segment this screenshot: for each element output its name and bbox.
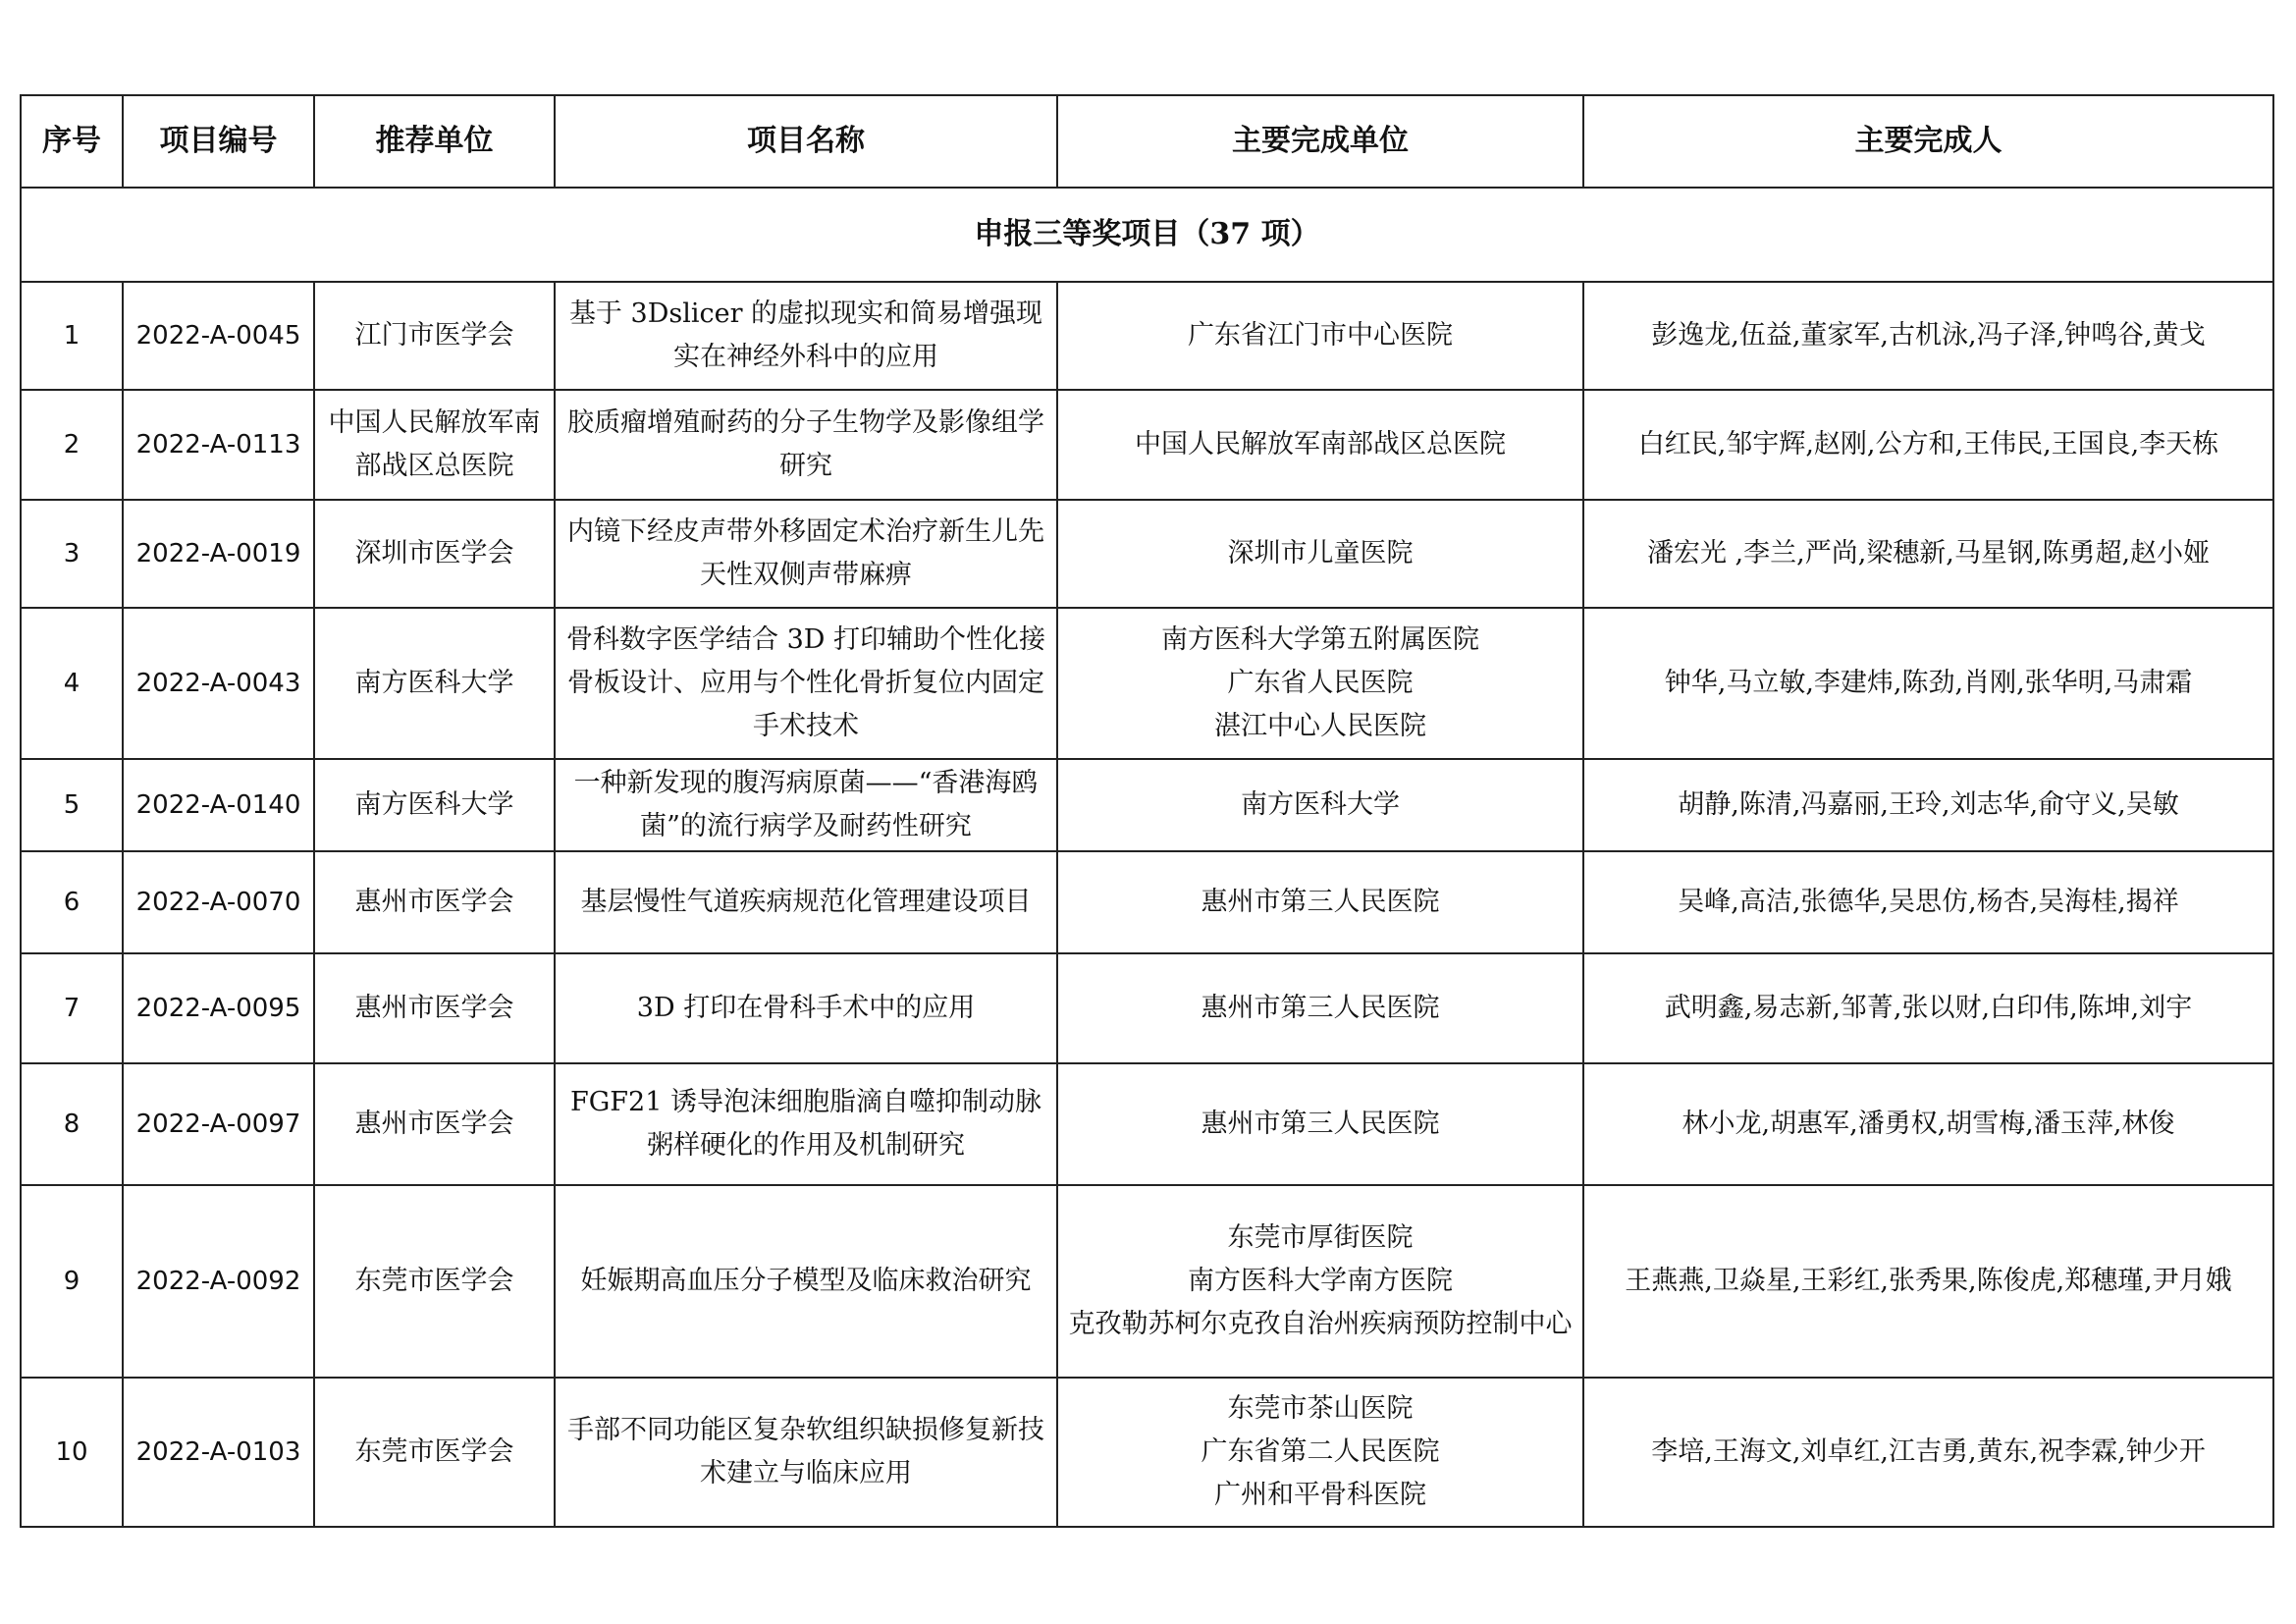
table-row bbox=[21, 953, 2273, 1063]
cell-people: 彭逸龙,伍益,董家军,古机泳,冯子泽,钟鸣谷,黄戈 bbox=[1583, 282, 2273, 390]
cell-people: 白红民,邹宇辉,赵刚,公方和,王伟民,王国良,李天栋 bbox=[1583, 390, 2273, 500]
cell-no: 3 bbox=[21, 500, 123, 608]
cell-recommender: 南方医科大学 bbox=[314, 608, 555, 759]
award-table-page bbox=[20, 94, 2272, 1528]
cell-recommender: 东莞市医学会 bbox=[314, 1378, 555, 1527]
cell-no: 9 bbox=[21, 1185, 123, 1378]
cell-project-name: 胶质瘤增殖耐药的分子生物学及影像组学研究 bbox=[555, 390, 1057, 500]
table-row bbox=[21, 1378, 2273, 1527]
cell-units bbox=[1057, 953, 1583, 1063]
cell-project-name: 3D 打印在骨科手术中的应用 bbox=[555, 953, 1057, 1063]
header-no: 序号 bbox=[21, 95, 123, 188]
table-row bbox=[21, 1185, 2273, 1378]
cell-units bbox=[1057, 759, 1583, 851]
cell-recommender: 惠州市医学会 bbox=[314, 953, 555, 1063]
cell-no: 8 bbox=[21, 1063, 123, 1185]
cell-people: 胡静,陈清,冯嘉丽,王玲,刘志华,俞守义,吴敏 bbox=[1583, 759, 2273, 851]
section-title: 申报三等奖项目（37 项） bbox=[21, 188, 2273, 282]
cell-project-name: 基于 3Dslicer 的虚拟现实和简易增强现实在神经外科中的应用 bbox=[555, 282, 1057, 390]
unit-line: 广州和平骨科医院 bbox=[1214, 1480, 1426, 1510]
cell-project-name: 内镜下经皮声带外移固定术治疗新生儿先天性双侧声带麻痹 bbox=[555, 500, 1057, 608]
cell-units bbox=[1057, 608, 1583, 759]
cell-no: 10 bbox=[21, 1378, 123, 1527]
header-recommender: 推荐单位 bbox=[314, 95, 555, 188]
unit-line: 中国人民解放军南部战区总医院 bbox=[1135, 429, 1506, 460]
cell-project-name: 妊娠期高血压分子模型及临床救治研究 bbox=[555, 1185, 1057, 1378]
cell-no: 1 bbox=[21, 282, 123, 390]
cell-people: 武明鑫,易志新,邹菁,张以财,白印伟,陈坤,刘宇 bbox=[1583, 953, 2273, 1063]
cell-no: 4 bbox=[21, 608, 123, 759]
table-row bbox=[21, 390, 2273, 500]
cell-code: 2022-A-0045 bbox=[123, 282, 314, 390]
table-row bbox=[21, 851, 2273, 953]
cell-project-name: 一种新发现的腹泻病原菌——“香港海鸥菌”的流行病学及耐药性研究 bbox=[555, 759, 1057, 851]
cell-project-name: FGF21 诱导泡沫细胞脂滴自噬抑制动脉粥样硬化的作用及机制研究 bbox=[555, 1063, 1057, 1185]
cell-units bbox=[1057, 282, 1583, 390]
cell-code: 2022-A-0113 bbox=[123, 390, 314, 500]
table-row bbox=[21, 1063, 2273, 1185]
header-units: 主要完成单位 bbox=[1057, 95, 1583, 188]
cell-code: 2022-A-0092 bbox=[123, 1185, 314, 1378]
cell-units bbox=[1057, 1063, 1583, 1185]
cell-project-name: 基层慢性气道疾病规范化管理建设项目 bbox=[555, 851, 1057, 953]
unit-line: 深圳市儿童医院 bbox=[1227, 538, 1414, 568]
cell-people: 钟华,马立敏,李建炜,陈劲,肖刚,张华明,马肃霜 bbox=[1583, 608, 2273, 759]
unit-line: 惠州市第三人民医院 bbox=[1201, 993, 1440, 1023]
cell-people: 潘宏光 ,李兰,严尚,梁穗新,马星钢,陈勇超,赵小娅 bbox=[1583, 500, 2273, 608]
table-row bbox=[21, 759, 2273, 851]
cell-recommender: 惠州市医学会 bbox=[314, 1063, 555, 1185]
cell-no: 7 bbox=[21, 953, 123, 1063]
cell-people: 吴峰,高洁,张德华,吴思仿,杨杏,吴海桂,揭祥 bbox=[1583, 851, 2273, 953]
header-code: 项目编号 bbox=[123, 95, 314, 188]
unit-line: 广东省人民医院 bbox=[1227, 668, 1414, 698]
award-table bbox=[20, 94, 2274, 1528]
cell-code: 2022-A-0043 bbox=[123, 608, 314, 759]
cell-no: 6 bbox=[21, 851, 123, 953]
cell-code: 2022-A-0070 bbox=[123, 851, 314, 953]
unit-line: 南方医科大学 bbox=[1241, 789, 1400, 820]
cell-recommender: 东莞市医学会 bbox=[314, 1185, 555, 1378]
cell-units bbox=[1057, 390, 1583, 500]
cell-units bbox=[1057, 500, 1583, 608]
cell-units bbox=[1057, 851, 1583, 953]
cell-project-name: 手部不同功能区复杂软组织缺损修复新技术建立与临床应用 bbox=[555, 1378, 1057, 1527]
unit-line: 广东省江门市中心医院 bbox=[1188, 320, 1453, 351]
table-row bbox=[21, 608, 2273, 759]
cell-project-name: 骨科数字医学结合 3D 打印辅助个性化接骨板设计、应用与个性化骨折复位内固定手术技术 bbox=[555, 608, 1057, 759]
cell-no: 2 bbox=[21, 390, 123, 500]
cell-recommender: 深圳市医学会 bbox=[314, 500, 555, 608]
unit-line: 惠州市第三人民医院 bbox=[1201, 1109, 1440, 1139]
cell-recommender: 南方医科大学 bbox=[314, 759, 555, 851]
cell-no: 5 bbox=[21, 759, 123, 851]
cell-code: 2022-A-0097 bbox=[123, 1063, 314, 1185]
unit-line: 湛江中心人民医院 bbox=[1214, 711, 1426, 741]
cell-code: 2022-A-0140 bbox=[123, 759, 314, 851]
table-row bbox=[21, 282, 2273, 390]
table-header-row bbox=[21, 95, 2273, 188]
unit-line: 克孜勒苏柯尔克孜自治州疾病预防控制中心 bbox=[1068, 1309, 1573, 1339]
cell-code: 2022-A-0103 bbox=[123, 1378, 314, 1527]
header-people: 主要完成人 bbox=[1583, 95, 2273, 188]
unit-line: 惠州市第三人民医院 bbox=[1201, 887, 1440, 917]
cell-recommender: 中国人民解放军南部战区总医院 bbox=[314, 390, 555, 500]
cell-people: 王燕燕,卫焱星,王彩红,张秀果,陈俊虎,郑穗瑾,尹月娥 bbox=[1583, 1185, 2273, 1378]
cell-people: 林小龙,胡惠军,潘勇权,胡雪梅,潘玉萍,林俊 bbox=[1583, 1063, 2273, 1185]
cell-units bbox=[1057, 1378, 1583, 1527]
unit-line: 南方医科大学南方医院 bbox=[1188, 1266, 1453, 1296]
cell-code: 2022-A-0019 bbox=[123, 500, 314, 608]
cell-units bbox=[1057, 1185, 1583, 1378]
cell-people: 李培,王海文,刘卓红,江吉勇,黄东,祝李霖,钟少开 bbox=[1583, 1378, 2273, 1527]
unit-line: 东莞市茶山医院 bbox=[1227, 1393, 1414, 1424]
unit-line: 东莞市厚街医院 bbox=[1227, 1222, 1414, 1253]
unit-line: 广东省第二人民医院 bbox=[1201, 1436, 1440, 1467]
table-row bbox=[21, 500, 2273, 608]
unit-line: 南方医科大学第五附属医院 bbox=[1161, 624, 1479, 655]
header-project-name: 项目名称 bbox=[555, 95, 1057, 188]
cell-recommender: 江门市医学会 bbox=[314, 282, 555, 390]
section-row bbox=[21, 188, 2273, 282]
cell-code: 2022-A-0095 bbox=[123, 953, 314, 1063]
cell-recommender: 惠州市医学会 bbox=[314, 851, 555, 953]
